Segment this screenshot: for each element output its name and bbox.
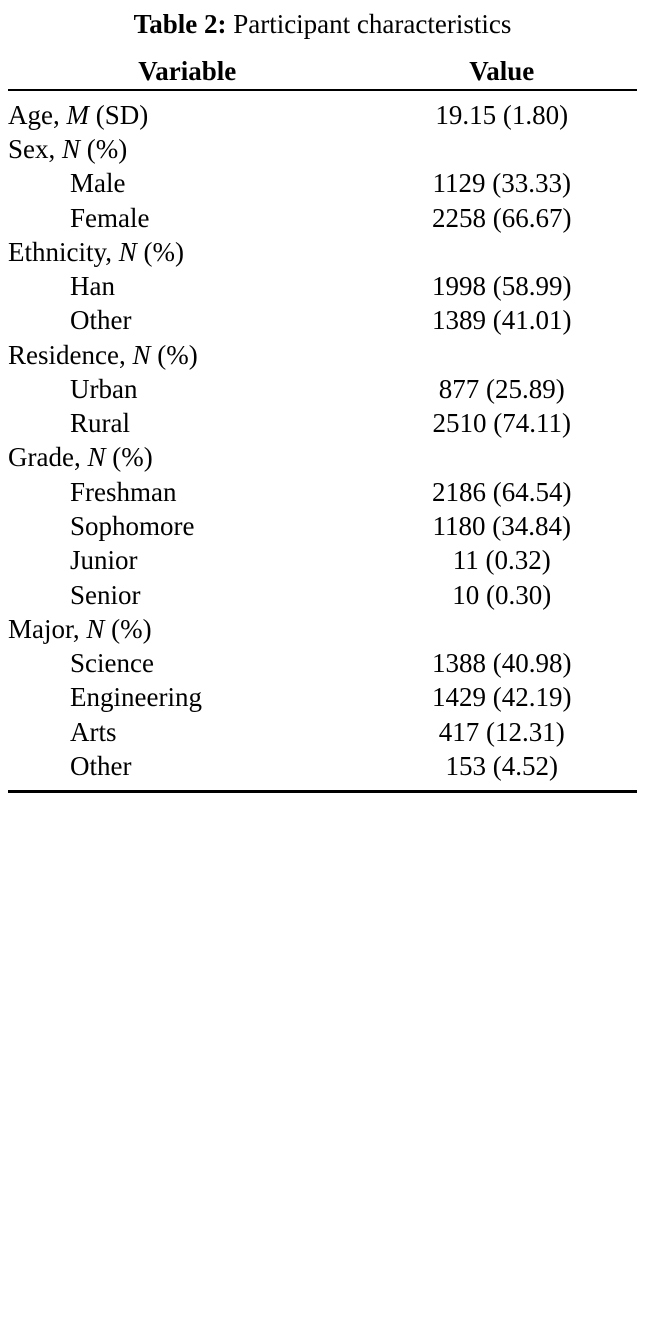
cell-value: 877 (25.89) (438, 373, 565, 404)
table-row (8, 440, 637, 474)
cell-value (367, 132, 637, 166)
table-row (8, 132, 637, 166)
cell-variable: Science (70, 648, 154, 679)
cell-value: 2510 (74.11) (432, 408, 571, 439)
cell-variable: Arts (70, 716, 117, 747)
table-row (8, 406, 637, 440)
rule-cell-right (367, 783, 637, 792)
rule-cell-right (367, 90, 637, 98)
cell-value: 153 (4.52) (445, 751, 558, 782)
cell-variable: Junior (70, 545, 138, 576)
cell-variable: Sophomore (70, 511, 195, 542)
column-header-value: Value (469, 56, 535, 87)
table-rule-bottom (8, 783, 637, 792)
table-row (8, 201, 637, 235)
table-header-row (8, 54, 637, 89)
participant-characteristics-table (8, 54, 637, 793)
table-row (8, 509, 637, 543)
cell-variable: Ethnicity, N (%) (8, 236, 184, 267)
cell-value: 2258 (66.67) (432, 202, 572, 233)
cell-value: 1429 (42.19) (432, 682, 572, 713)
cell-value: 1389 (41.01) (432, 305, 572, 336)
cell-variable: Han (70, 271, 115, 302)
table-row (8, 269, 637, 303)
table-row (8, 235, 637, 269)
cell-variable: Rural (70, 408, 130, 439)
table-row (8, 98, 637, 132)
cell-variable: Urban (70, 373, 138, 404)
cell-variable: Freshman (70, 476, 177, 507)
cell-value (367, 440, 637, 474)
cell-variable: Residence, N (%) (8, 339, 198, 370)
cell-value: 1129 (33.33) (432, 168, 571, 199)
cell-variable: Major, N (%) (8, 613, 152, 644)
cell-value: 10 (0.30) (452, 579, 552, 610)
cell-value: 1998 (58.99) (432, 271, 572, 302)
cell-value: 11 (0.32) (452, 545, 551, 576)
cell-variable: Engineering (70, 682, 202, 713)
cell-variable: Age, M (SD) (8, 99, 149, 130)
table-row (8, 578, 637, 612)
table-row (8, 338, 637, 372)
rule-cell-left (8, 783, 367, 792)
table-row (8, 749, 637, 783)
cell-variable: Male (70, 168, 126, 199)
cell-value: 1388 (40.98) (432, 648, 572, 679)
cell-variable: Other (70, 305, 132, 336)
table-row (8, 475, 637, 509)
table-header (8, 54, 637, 89)
table-row (8, 680, 637, 714)
table-row (8, 646, 637, 680)
table-body (8, 90, 637, 792)
table-row (8, 612, 637, 646)
cell-value: 2186 (64.54) (432, 476, 572, 507)
rule-cell-left (8, 90, 367, 98)
cell-value: 19.15 (1.80) (435, 99, 569, 130)
cell-value (367, 235, 637, 269)
table-row (8, 543, 637, 577)
cell-value (367, 612, 637, 646)
column-header-variable: Variable (138, 56, 237, 87)
cell-value (367, 338, 637, 372)
cell-variable: Senior (70, 579, 141, 610)
table-caption-text: Participant characteristics (233, 9, 512, 39)
cell-variable: Sex, N (%) (8, 133, 128, 164)
cell-value: 417 (12.31) (438, 716, 565, 747)
table-row (8, 303, 637, 337)
table-rule-mid (8, 90, 637, 98)
cell-variable: Female (70, 202, 150, 233)
table-caption (8, 0, 637, 54)
table-caption-label: Table 2: (133, 9, 227, 39)
cell-value: 1180 (34.84) (432, 511, 571, 542)
table-row (8, 715, 637, 749)
cell-variable: Grade, N (%) (8, 442, 153, 473)
table-row (8, 166, 637, 200)
cell-variable: Other (70, 751, 132, 782)
table-row (8, 372, 637, 406)
